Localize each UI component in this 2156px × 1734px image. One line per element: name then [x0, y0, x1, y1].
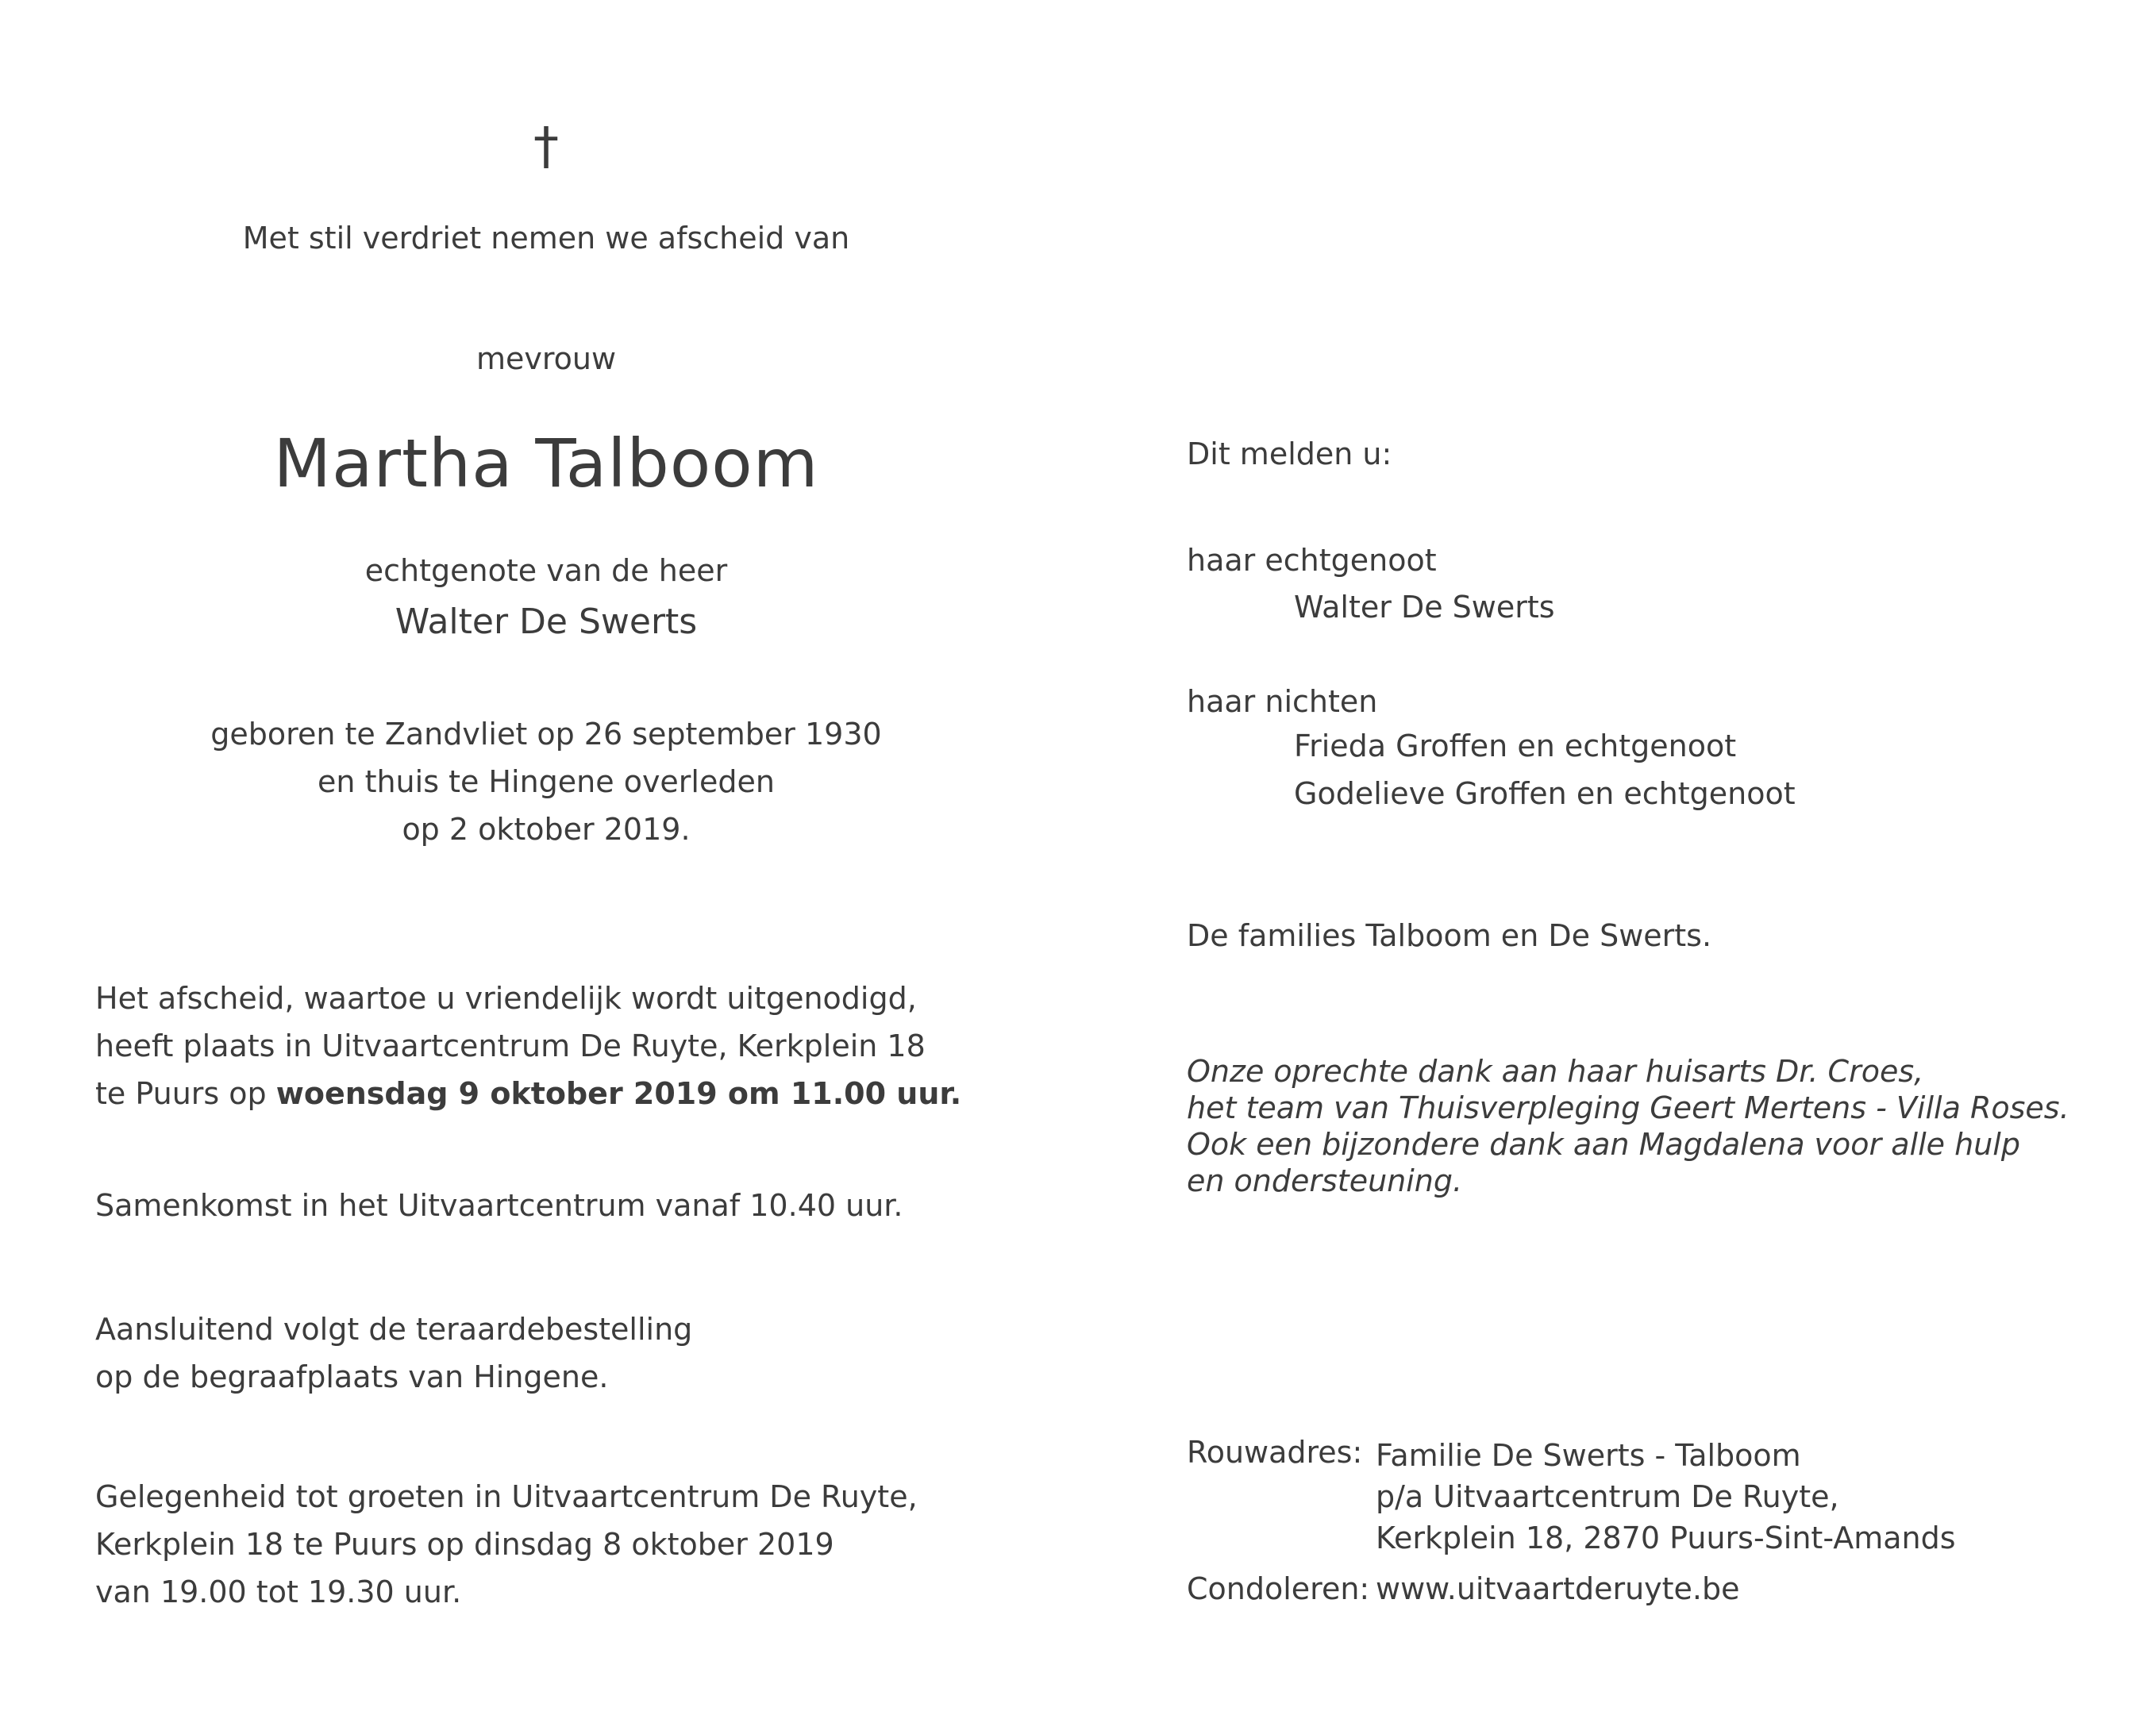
families-text: De families Talboom en De Swerts.: [1187, 918, 1712, 953]
death-line: en thuis te Hingene overleden: [318, 764, 775, 799]
burial-line: Aansluitend volgt de teraardebestelling: [95, 1312, 693, 1347]
address-line: p/a Uitvaartcentrum De Ruyte,: [1376, 1479, 1839, 1514]
spouse-name: Walter De Swerts: [395, 602, 698, 642]
spouse-intro: echtgenote van de heer: [364, 553, 728, 588]
thanks-line: en ondersteuning.: [1187, 1163, 1463, 1198]
birth-line: geboren te Zandvliet op 26 september 1930: [210, 717, 882, 752]
cross-icon: †: [533, 117, 559, 176]
condolence-link[interactable]: www.uitvaartderuyte.be: [1376, 1571, 1740, 1606]
husband-label: haar echtgenoot: [1187, 543, 1437, 578]
address-line: Familie De Swerts - Talboom: [1376, 1438, 1801, 1473]
greeting-block: [95, 1473, 918, 1616]
nieces-list: [1294, 722, 1796, 817]
condolence-label: Condoleren:: [1187, 1571, 1370, 1606]
thanks-line: het team van Thuisverpleging Geert Mertens - Villa Roses.: [1187, 1090, 2069, 1125]
greeting-line: Kerkplein 18 te Puurs op dinsdag 8 oktober 2019: [95, 1527, 834, 1562]
farewell-line: [95, 1070, 961, 1117]
thanks-line: Ook een bijzondere dank aan Magdalena voor alle hulp: [1187, 1127, 2020, 1162]
niece-item: Godelieve Groffen en echtgenoot: [1294, 776, 1796, 811]
greeting-line: Gelegenheid tot groeten in Uitvaartcentrum De Ruyte,: [95, 1479, 918, 1514]
farewell-line: Het afscheid, waartoe u vriendelijk wordt uitgenodigd,: [95, 981, 917, 1016]
farewell-prefix: te Puurs op: [95, 1076, 276, 1111]
death-date-line: op 2 oktober 2019.: [402, 812, 691, 847]
burial-block: [95, 1305, 692, 1401]
farewell-datetime: woensdag 9 oktober 2019 om 11.00 uur.: [275, 1076, 962, 1111]
address-block: [1376, 1435, 1956, 1559]
farewell-block: [95, 975, 961, 1117]
address-line: Kerkplein 18, 2870 Puurs-Sint-Amands: [1376, 1521, 1956, 1555]
gathering-text: Samenkomst in het Uitvaartcentrum vanaf 10.40 uur.: [95, 1188, 903, 1223]
greeting-line: van 19.00 tot 19.30 uur.: [95, 1574, 462, 1609]
salutation: mevrouw: [475, 341, 617, 376]
address-label: Rouwadres:: [1187, 1435, 1363, 1470]
deceased-name: Martha Talboom: [273, 425, 819, 502]
burial-line: op de begraafplaats van Hingene.: [95, 1359, 609, 1394]
niece-item: Frieda Groffen en echtgenoot: [1294, 729, 1737, 763]
husband-name: Walter De Swerts: [1294, 590, 1555, 625]
farewell-line: heeft plaats in Uitvaartcentrum De Ruyte, Kerkplein 18: [95, 1028, 926, 1063]
thanks-block: [1187, 1053, 2069, 1199]
birth-death-info: [149, 710, 943, 853]
thanks-line: Onze oprechte dank aan haar huisarts Dr. Croes,: [1187, 1054, 1924, 1089]
nieces-label: haar nichten: [1187, 684, 1378, 719]
intro-text: Met stil verdriet nemen we afscheid van: [242, 221, 850, 256]
announce-text: Dit melden u:: [1187, 436, 1392, 471]
